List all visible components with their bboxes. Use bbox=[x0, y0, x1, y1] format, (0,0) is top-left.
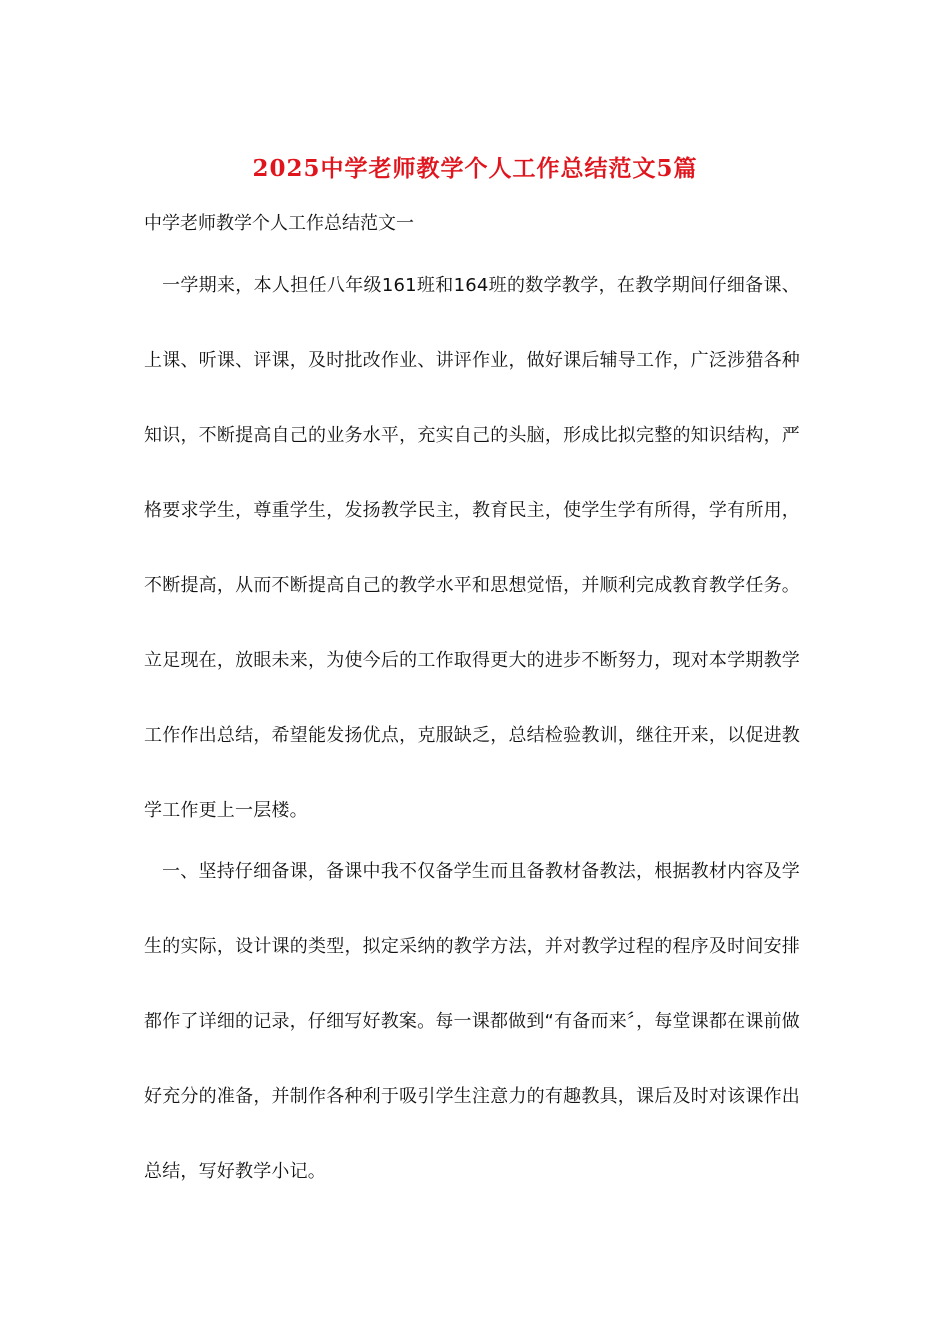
document-title: 2025中学老师教学个人工作总结范文5篇 bbox=[252, 155, 698, 182]
body-paragraph-intro: 一学期来，本人担任八年级161班和164班的数学教学，在教学期间仔细备课、上课、听课、评课，及时批改作业、讲评作业，做好课后辅导工作，广泛涉猎各种知识，不断提高自己的业务水平，充实自己的头脑，形成比拟完整的知识结构，严格要求学生，尊重学生，发扬教学民主，教育民主，使学生学有所得，学有所用，不断提高，从而不断提高自己的教学水平和思想觉悟，并顺利完成教育教学任务。立足现在，放眼未来，为使今后的工作取得更大的进步不断努力，现对本学期教学工作作出总结，希望能发扬优点，克服缺乏，总结检验教训，继往开来，以促进教学工作更上一层楼。 bbox=[144, 275, 800, 821]
section-heading: 中学老师教学个人工作总结范文一 bbox=[144, 213, 414, 234]
body-paragraph-preparation: 一、坚持仔细备课，备课中我不仅备学生而且备教材备教法，根据教材内容及学生的实际，设计课的类型，拟定采纳的教学方法，并对教学过程的程序及时间安排都作了详细的记录，仔细写好教案。每一课都做到“有备而来〞，每堂课都在课前做好充分的准备，并制作各种利于吸引学生注意力的有趣教具，课后及时对该课作出总结，写好教学小记。 bbox=[144, 861, 800, 1182]
